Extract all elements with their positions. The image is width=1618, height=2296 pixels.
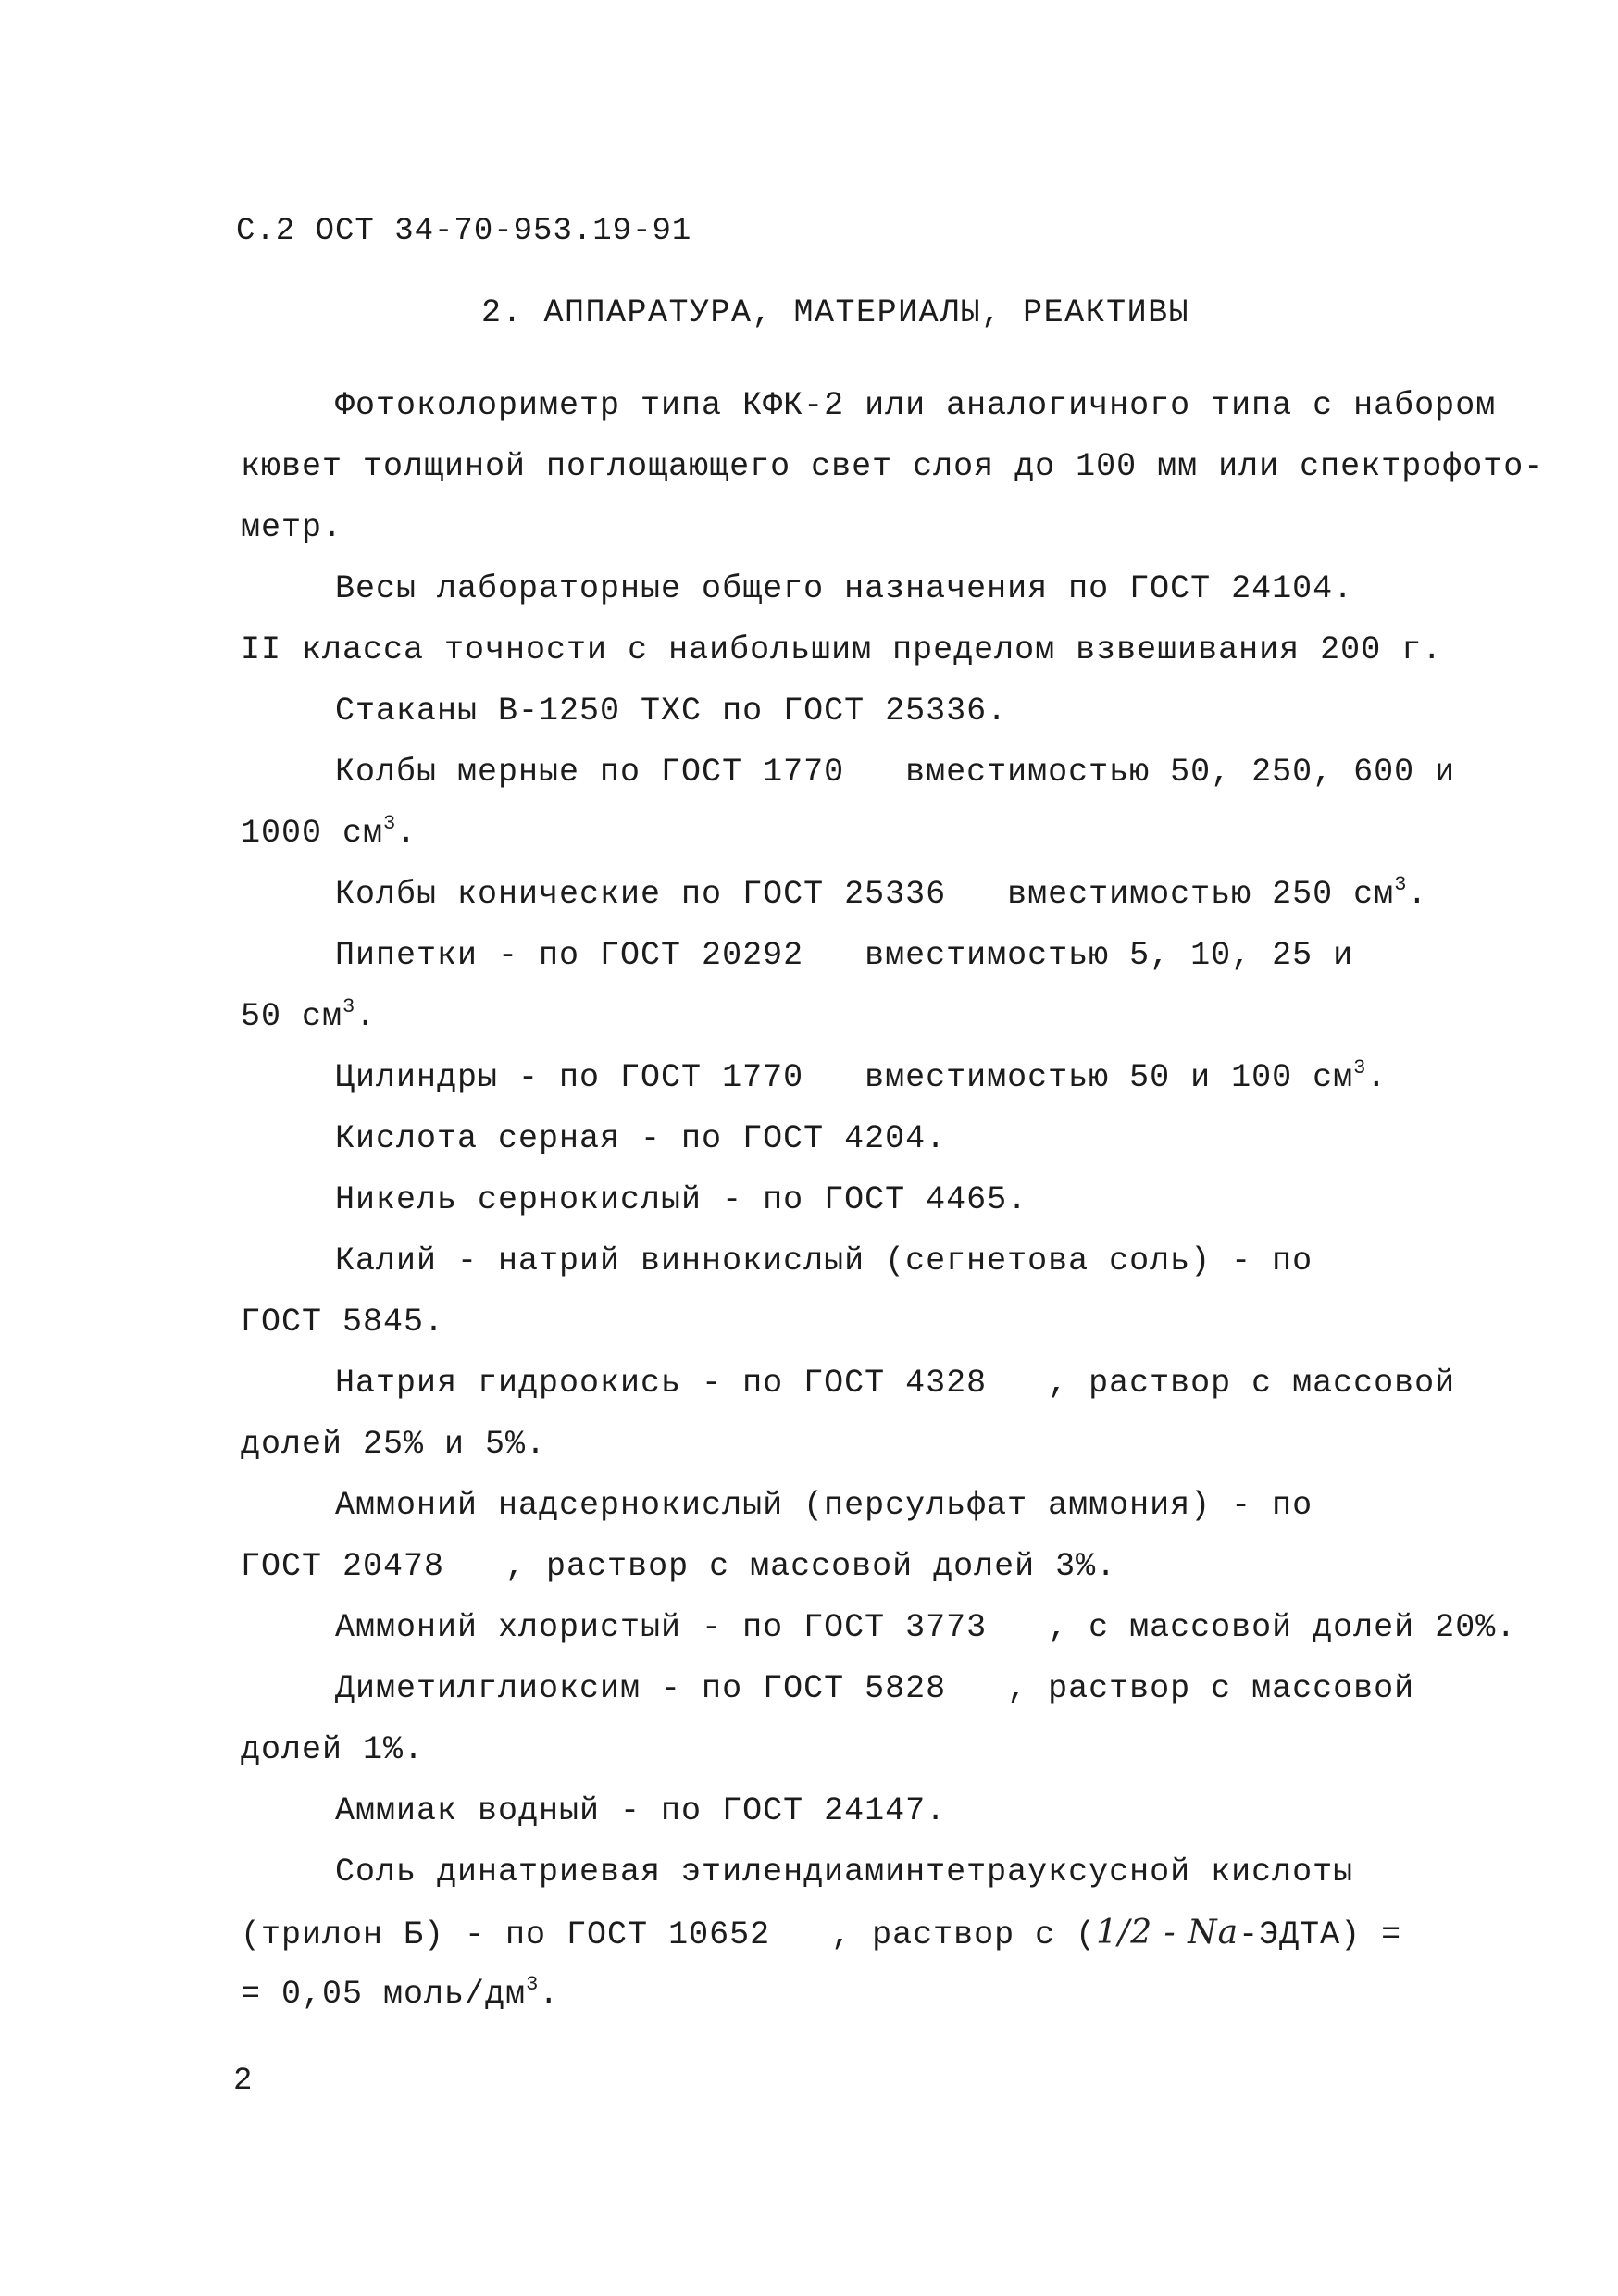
text-line: Аммоний надсернокислый (персульфат аммония) - по: [335, 1487, 1313, 1524]
text-line: Аммоний хлористый - по ГОСТ 3773 , с массовой долей 20%.: [335, 1609, 1517, 1646]
text-line: Натрия гидроокись - по ГОСТ 4328 , раствор с массовой: [335, 1365, 1456, 1402]
text-line: кювет толщиной поглощающего свет слоя до 100 мм или спектрофото-: [241, 448, 1545, 485]
text-line: 1000 $см^3$.: [241, 812, 417, 852]
text-line: Фотоколориметр типа КФК-2 или аналогичного типа с набором: [335, 387, 1497, 424]
text-line: ГОСТ 20478 , раствор с массовой долей 3%.: [241, 1548, 1117, 1585]
page-header: С.2 ОСТ 34-70-953.19-91: [236, 214, 692, 249]
text-line: Стаканы В-1250 ТХС по ГОСТ 25336.: [335, 693, 1008, 730]
text-line: долей 25% и 5%.: [241, 1426, 547, 1463]
text-line: метр.: [241, 509, 343, 546]
text-line: 50 $см^3$.: [241, 995, 377, 1035]
text-line: ГОСТ 5845.: [241, 1304, 445, 1341]
page-number: 2: [233, 2064, 254, 2099]
text-line: Соль динатриевая этилендиаминтетрауксусной кислоты: [335, 1853, 1354, 1890]
text-line: Никель сернокислый - по ГОСТ 4465.: [335, 1181, 1028, 1218]
text-line: Цилиндры - по ГОСТ 1770 вместимостью 50 и 100 $см^3$.: [335, 1056, 1388, 1096]
text-line: Пипетки - по ГОСТ 20292 вместимостью 5, 10, 25 и: [335, 937, 1354, 974]
text-line: Весы лабораторные общего назначения по ГОСТ 24104.: [335, 570, 1354, 607]
text-line: (трилон Б) - по ГОСТ 10652 , раствор с (1/2 - Na-ЭДТА) =: [241, 1914, 1402, 1953]
text-line: Колбы мерные по ГОСТ 1770 вместимостью 50, 250, 600 и: [335, 754, 1456, 791]
text-line: Кислота серная - по ГОСТ 4204.: [335, 1120, 947, 1157]
text-line: Аммиак водный - по ГОСТ 24147.: [335, 1792, 947, 1829]
text-line: = 0,05 моль/$дм^3$.: [241, 1973, 560, 2013]
section-title: 2. АППАРАТУРА, МАТЕРИАЛЫ, РЕАКТИВЫ: [481, 294, 1190, 331]
text-line: долей 1%.: [241, 1731, 425, 1768]
text-line: Колбы конические по ГОСТ 25336 вместимостью 250 $см^3$.: [335, 873, 1428, 913]
text-line: Калий - натрий виннокислый (сегнетова соль) - по: [335, 1242, 1313, 1279]
handwritten-note: 1/2 - Na: [1096, 1914, 1239, 1952]
text-line: Диметилглиоксим - по ГОСТ 5828 , раствор с массовой: [335, 1670, 1415, 1707]
text-line: II класса точности с наибольшим пределом взвешивания 200 г.: [241, 631, 1443, 668]
